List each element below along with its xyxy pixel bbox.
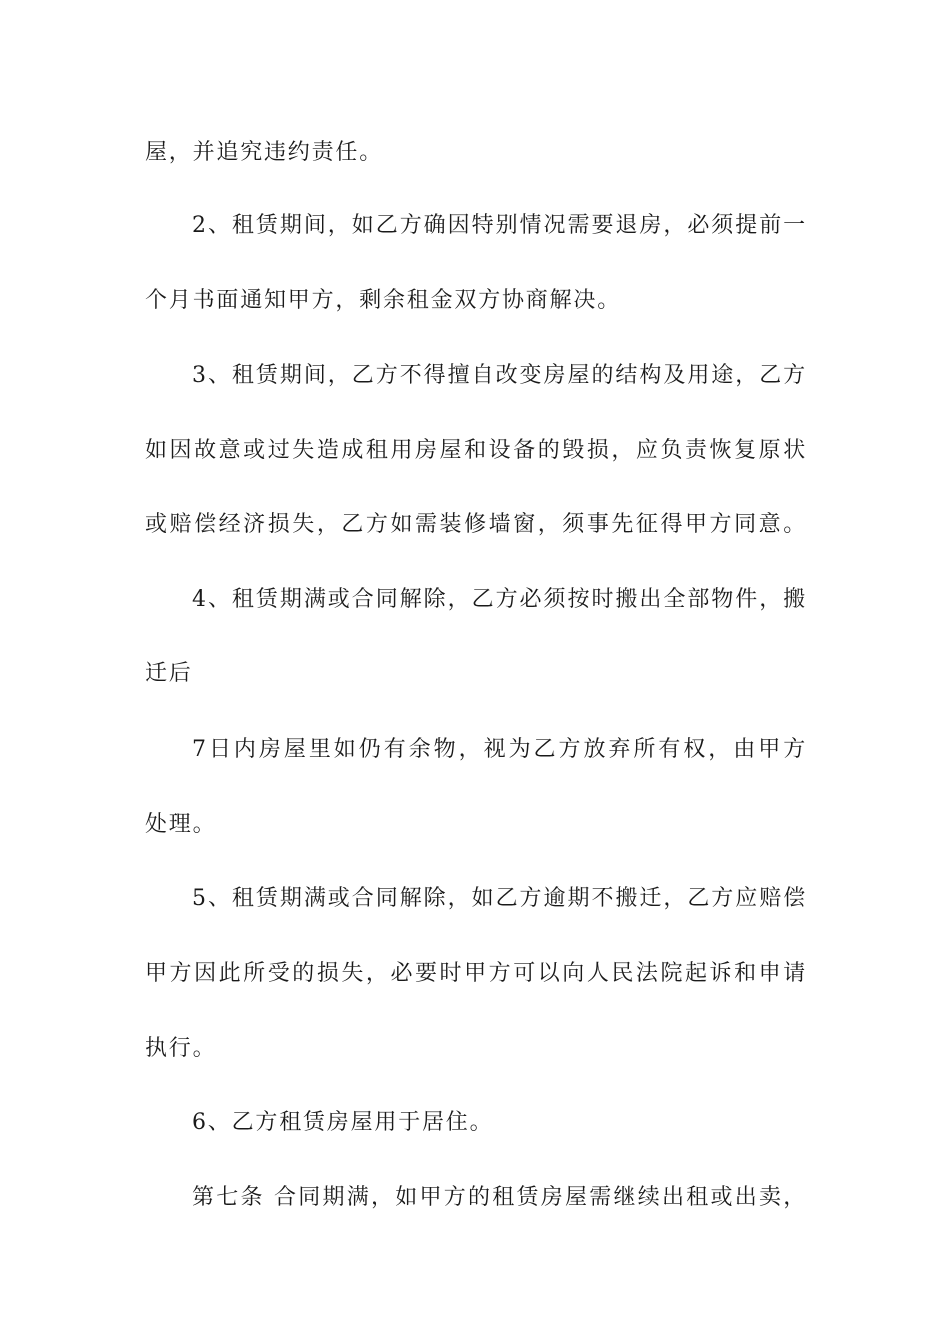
text-line: 7日内房屋里如仍有余物，视为乙方放弃所有权，由甲方 [192,737,807,762]
text-line: 执行。 [145,1036,217,1061]
text-line: 处理。 [145,812,217,837]
text-line: 5、租赁期满或合同解除，如乙方逾期不搬迁，乙方应赔偿 [192,886,807,911]
text-line: 2、租赁期间，如乙方确因特别情况需要退房，必须提前一 [192,213,807,238]
text-line: 4、租赁期满或合同解除，乙方必须按时搬出全部物件，搬 [192,587,807,612]
text-line: 或赔偿经济损失，乙方如需装修墙窗，须事先征得甲方同意。 [145,512,807,537]
text-line: 3、租赁期间，乙方不得擅自改变房屋的结构及用途，乙方 [192,363,807,388]
text-line: 屋，并追究违约责任。 [145,140,384,165]
text-line: 6、乙方租赁房屋用于居住。 [192,1110,494,1135]
text-line: 甲方因此所受的损失，必要时甲方可以向人民法院起诉和申请 [145,961,807,986]
text-line: 个月书面通知甲方，剩余租金双方协商解决。 [145,288,622,313]
text-line: 第七条 合同期满，如甲方的租赁房屋需继续出租或出卖， [192,1185,807,1210]
text-line: 迁后 [145,661,193,686]
text-line: 如因故意或过失造成租用房屋和设备的毁损，应负责恢复原状 [145,438,807,463]
